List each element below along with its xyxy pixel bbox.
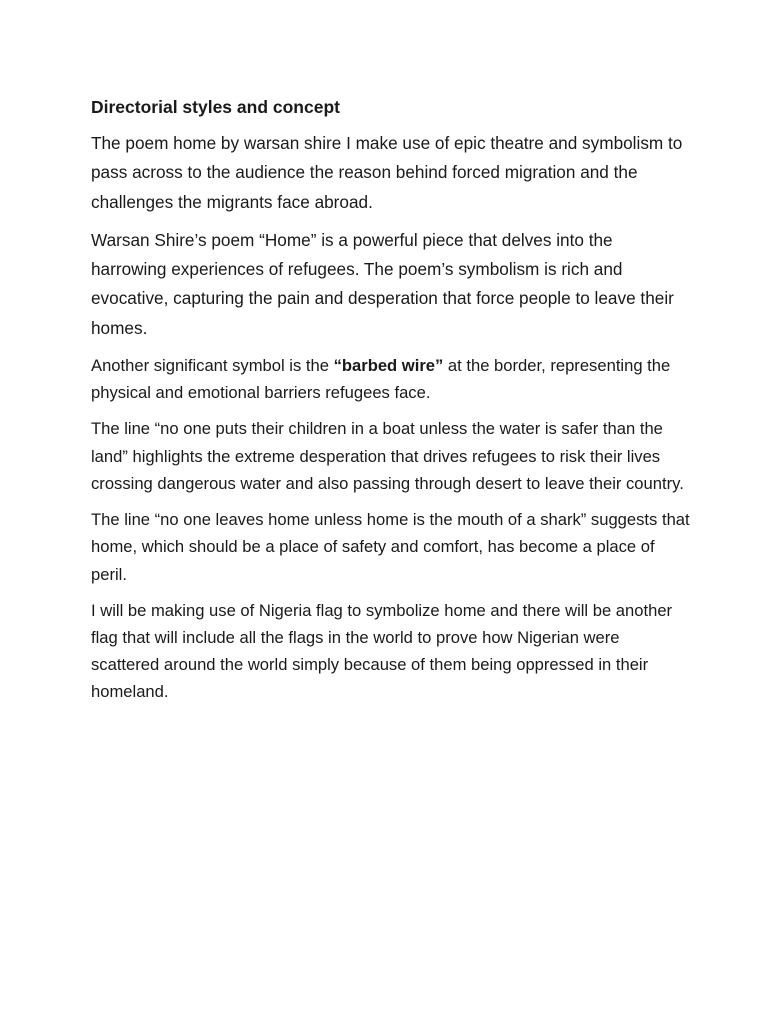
barbed-wire-text-before: Another significant symbol is the: [91, 356, 334, 376]
paragraph-intro: The poem home by warsan shire I make use of epic theatre and symbolism to pass across to the audience the reason behind forced migration and the challenges the migrants face abroad.: [91, 133, 683, 212]
section-heading: Directorial styles and concept: [91, 97, 340, 117]
paragraph-boat-line: The line “no one puts their children in a boat unless the water is safer than the land” highlights the extreme desperation that drives refugees to risk their lives crossing dangerous water and also passing through desert to leave their country.: [91, 419, 684, 493]
barbed-wire-emphasis: “barbed wire”: [333, 356, 444, 376]
paragraph-barbed-wire: [91, 352, 691, 406]
paragraph-flag-concept: I will be making use of Nigeria flag to symbolize home and there will be another flag that will include all the flags in the world to prove how Nigerian were scattered around the world simply because of them being oppressed in their homeland.: [91, 600, 673, 702]
paragraph-poem-overview: Warsan Shire’s poem “Home” is a powerful piece that delves into the harrowing experiences of refugees. The poem’s symbolism is rich and evocative, capturing the pain and desperation that force people to leave their homes.: [91, 229, 674, 338]
paragraph-shark-line: The line “no one leaves home unless home is the mouth of a shark” suggests that home, which should be a place of safety and comfort, has become a place of peril.: [91, 510, 690, 584]
barbed-wire-text-after: at the border, representing the physical and emotional barriers refugees face.: [91, 356, 671, 403]
document-body: [91, 95, 691, 715]
